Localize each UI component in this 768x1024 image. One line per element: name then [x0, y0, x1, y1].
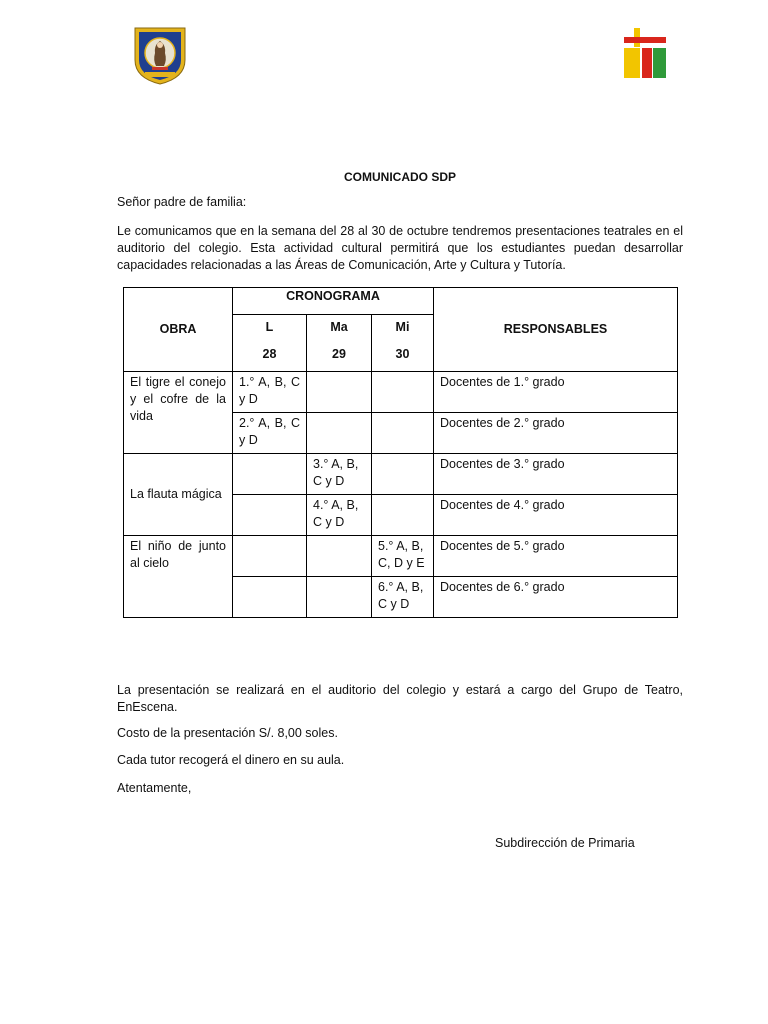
cell-ma: 3.° A, B, C y D: [307, 454, 372, 495]
school-crest-logo: [133, 26, 187, 86]
table-row: [124, 536, 678, 577]
cell-responsables: Docentes de 2.° grado: [434, 413, 678, 454]
cell-mi: [372, 454, 434, 495]
tutor-paragraph: Cada tutor recogerá el dinero en su aula.: [117, 753, 345, 767]
institution-logo: [622, 28, 668, 80]
cell-mi: [372, 413, 434, 454]
cell-mi: [372, 495, 434, 536]
cell-l: [233, 577, 307, 618]
cell-ma: 4.° A, B, C y D: [307, 495, 372, 536]
greeting: Señor padre de familia:: [117, 195, 247, 209]
cell-ma: [307, 577, 372, 618]
day-number: 30: [395, 347, 410, 361]
presentation-paragraph: La presentación se realizará en el auditorio del colegio y estará a cargo del Grupo de Teatro, EnEscena.: [117, 683, 683, 714]
cell-mi: [372, 372, 434, 413]
document-title: COMUNICADO SDP: [343, 170, 456, 184]
play-title: La flauta mágica: [124, 454, 233, 536]
header-day-mi: [372, 315, 434, 372]
header-cronograma: CRONOGRAMA: [233, 288, 434, 315]
cell-ma: [307, 372, 372, 413]
intro-paragraph: Le comunicamos que en la semana del 28 al 30 de octubre tendremos presentaciones teatrales en el auditorio del colegio. Esta actividad cultural permitirá que los estudiantes puedan desarrollar capacidades relacionadas a las Áreas de Comunicación, Arte y Cultura y Tutoría.: [117, 224, 683, 272]
cell-mi: 6.° A, B, C y D: [372, 577, 434, 618]
play-title: El tigre el conejo y el cofre de la vida: [124, 372, 233, 454]
signature: Subdirección de Primaria: [495, 836, 635, 850]
cell-ma: [307, 413, 372, 454]
header-responsables: RESPONSABLES: [434, 288, 678, 372]
cell-responsables: Docentes de 3.° grado: [434, 454, 678, 495]
header-day-l: [233, 315, 307, 372]
cell-mi: 5.° A, B, C, D y E: [372, 536, 434, 577]
day-label: L: [265, 320, 274, 334]
table-row: [124, 454, 678, 495]
day-label: Mi: [395, 320, 410, 334]
day-label: Ma: [330, 320, 348, 334]
header-obra: OBRA: [124, 288, 233, 372]
day-number: 29: [332, 347, 346, 361]
cell-l: [233, 495, 307, 536]
cell-l: [233, 536, 307, 577]
school-crest-icon: [133, 26, 187, 86]
cost-paragraph: Costo de la presentación S/. 8,00 soles.: [117, 726, 338, 740]
cell-ma: [307, 536, 372, 577]
play-title: El niño de junto al cielo: [124, 536, 233, 618]
cell-responsables: Docentes de 1.° grado: [434, 372, 678, 413]
cell-l: 1.° A, B, C y D: [233, 372, 307, 413]
cell-l: 2.° A, B, C y D: [233, 413, 307, 454]
header-day-ma: [307, 315, 372, 372]
closing-regards: Atentamente,: [117, 781, 192, 795]
cell-responsables: Docentes de 5.° grado: [434, 536, 678, 577]
schedule-table: [123, 287, 678, 618]
cell-responsables: Docentes de 4.° grado: [434, 495, 678, 536]
cell-responsables: Docentes de 6.° grado: [434, 577, 678, 618]
institution-cross-logo-icon: [622, 28, 668, 80]
cell-l: [233, 454, 307, 495]
table-row: [124, 372, 678, 413]
day-number: 28: [262, 347, 277, 361]
